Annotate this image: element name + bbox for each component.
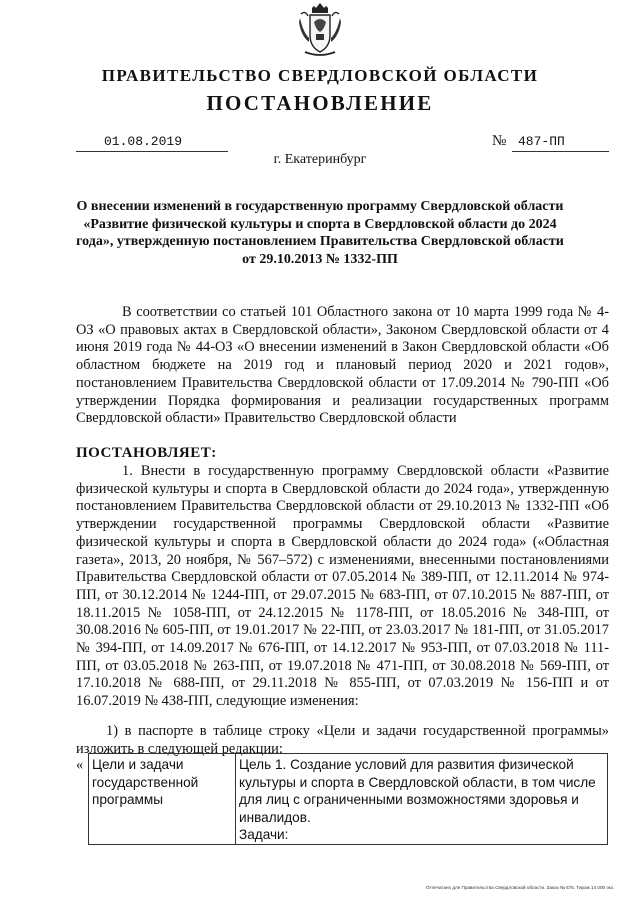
- table-open-quote: «: [76, 757, 84, 773]
- table-row: [89, 754, 608, 845]
- tasks-label: Задачи:: [239, 827, 289, 842]
- number-sign: №: [492, 133, 507, 149]
- subitem-1-paragraph: 1) в паспорте в таблице строку «Цели и задачи государственной программы» изложить в следующей редакции:: [76, 723, 609, 757]
- item-1-paragraph: 1. Внести в государственную программу Свердловской области «Развитие физической культуры и спорта в Свердловской области до 2024 года», утвержденную постановлением Правительства Свердловской области от 29.10.2013 № 1332-ПП «Об утверждении государственной программы Свердловской области «Развитие физической культуры и спорта в Свердловской области до 2024 года» («Областная газета», 2013, 20 ноября, № 567–572) с изменениями, внесенными постановлениями Правительства Свердловской области от 07.05.2014 № 389-ПП, от 12.11.2014 № 974-ПП, от 30.12.2014 № 1244-ПП, от 29.07.2015 № 683-ПП, от 07.10.2015 № 887-ПП, от 18.11.2015 № 1058-ПП, от 24.12.2015 № 1178-ПП, от 18.05.2016 № 348-ПП, от 30.08.2016 № 605-ПП, от 19.01.2017 № 22-ПП, от 23.03.2017 № 181-ПП, от 31.05.2017 № 394-ПП, от 14.09.2017 № 676-ПП, от 14.12.2017 № 953-ПП, от 07.03.2018 № 111-ПП, от 03.05.2018 № 263-ПП, от 19.07.2018 № 471-ПП, от 30.08.2018 № 569-ПП, от 17.10.2018 № 688-ПП, от 29.11.2018 № 855-ПП, от 07.03.2019 № 156-ПП и от 16.07.2019 № 438-ПП, следующие изменения:: [76, 463, 609, 710]
- document-date: 01.08.2019: [104, 134, 183, 149]
- document-number: 487-ПП: [518, 134, 565, 149]
- print-footer: Отпечатано для Правительства Свердловской области. Заказ № 675. Тираж 14 000 экз.: [426, 885, 615, 890]
- goals-table: [88, 753, 608, 845]
- coat-of-arms-emblem: [297, 2, 343, 58]
- goal-text: Цель 1. Создание условий для развития физической культуры и спорта в Свердловской области, в том числе для лиц с ограниченными возможностями здоровья и инвалидов.: [239, 757, 596, 825]
- preamble-paragraph: В соответствии со статьей 101 Областного закона от 10 марта 1999 года № 4-ОЗ «О правовых актах в Свердловской области», Законом Свердловской области от 4 июня 2019 года № 44-ОЗ «О внесении изменений в Закон Свердловской области «Об областном бюджете на 2019 год и плановый период 2020 и 2021 годов», постановлением Правительства Свердловской области от 17.09.2014 № 790-ПП «Об утверждении Порядка формирования и реализации государственных программ Свердловской области» Правительство Свердловской области: [76, 304, 609, 427]
- table-cell-content: [236, 754, 608, 845]
- resolves-heading: ПОСТАНОВЛЯЕТ:: [76, 445, 217, 461]
- document-title: О внесении изменений в государственную программу Свердловской области «Развитие физической культуры и спорта в Свердловской области до 2024 года», утвержденную постановлением Правительства Свердловской области от 29.10.2013 № 1332-ПП: [76, 199, 564, 267]
- table-cell-label: Цели и задачи государственной программы: [89, 754, 236, 845]
- document-type: ПОСТАНОВЛЕНИЕ: [206, 91, 434, 115]
- government-name: ПРАВИТЕЛЬСТВО СВЕРДЛОВСКОЙ ОБЛАСТИ: [101, 66, 539, 85]
- city: г. Екатеринбург: [273, 152, 367, 167]
